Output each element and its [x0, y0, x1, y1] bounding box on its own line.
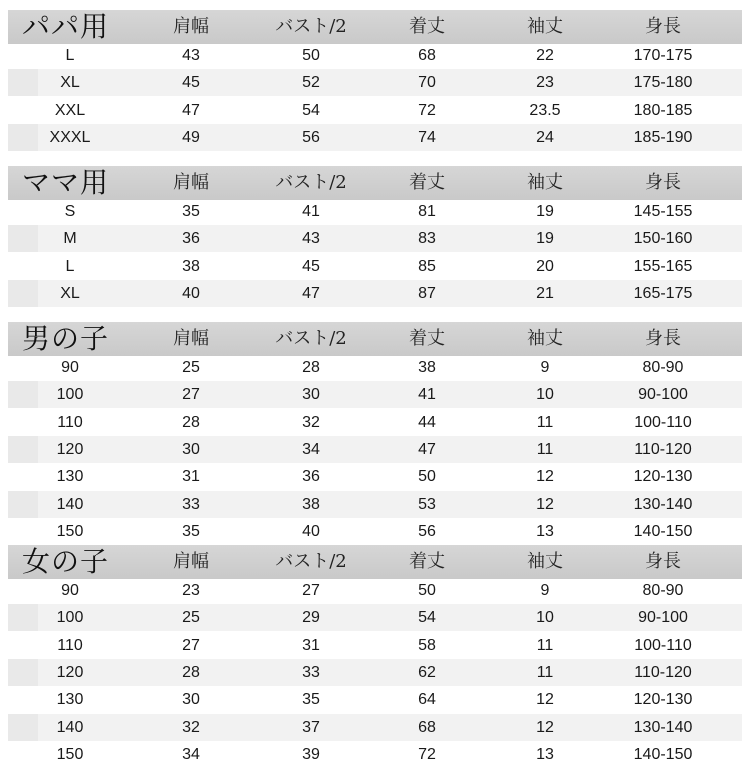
table-row [8, 632, 742, 659]
size-label: 90 [61, 582, 79, 599]
size-label: L [65, 47, 75, 64]
measurement-value: 150-160 [633, 230, 693, 248]
measurement-value: 68 [418, 718, 436, 736]
column-header: 身長 [645, 328, 681, 349]
measurement-value: 155-165 [633, 257, 693, 275]
table-row [8, 604, 742, 631]
measurement-value: 56 [418, 522, 436, 540]
measurement-value: 35 [182, 203, 200, 220]
measurement-value: 12 [536, 718, 554, 736]
measurement-value: 90-100 [638, 386, 688, 404]
column-header: 身長 [645, 551, 681, 572]
measurement-value: 72 [418, 745, 436, 763]
table-row [8, 714, 742, 741]
measurement-value: 74 [418, 128, 436, 146]
measurement-value: 21 [536, 284, 554, 302]
measurement-value: 47 [182, 101, 200, 119]
measurement-value: 36 [302, 468, 320, 486]
column-header: 肩幅 [173, 16, 209, 37]
measurement-value: 32 [182, 718, 200, 736]
measurement-value: 58 [418, 636, 436, 654]
section-title: 女の子 [22, 545, 110, 578]
size-label: 100 [56, 386, 84, 404]
section-title: ママ用 [22, 166, 110, 199]
column-header: 肩幅 [173, 172, 209, 193]
table-row [8, 686, 742, 713]
measurement-value: 130-140 [633, 495, 693, 513]
measurement-value: 81 [418, 203, 436, 220]
measurement-value: 43 [182, 47, 200, 64]
measurement-value: 145-155 [633, 203, 693, 220]
measurement-value: 20 [536, 257, 554, 275]
measurement-value: 38 [302, 495, 320, 513]
size-label: 110 [57, 413, 83, 431]
measurement-value: 72 [418, 101, 436, 119]
section-header [8, 322, 742, 356]
measurement-value: 11 [536, 663, 554, 681]
measurement-value: 140-150 [633, 745, 693, 763]
measurement-value: 56 [302, 128, 320, 146]
measurement-value: 32 [302, 413, 320, 431]
measurement-value: 165-175 [633, 284, 693, 302]
measurement-value: 25 [182, 609, 200, 627]
measurement-value: 170-175 [633, 47, 693, 64]
column-header: バスト/2 [275, 328, 347, 349]
column-header: 袖丈 [527, 551, 563, 572]
size-label: S [64, 203, 76, 220]
size-label: 140 [56, 495, 84, 513]
table-row [8, 463, 742, 490]
measurement-value: 110-120 [634, 663, 692, 681]
measurement-value: 9 [540, 359, 550, 376]
measurement-value: 53 [418, 495, 436, 513]
measurement-value: 10 [536, 609, 554, 627]
measurement-value: 90-100 [638, 609, 688, 627]
measurement-value: 43 [302, 230, 320, 248]
size-label: XL [60, 74, 80, 92]
measurement-value: 10 [536, 386, 554, 404]
size-label: 130 [56, 691, 84, 709]
measurement-value: 50 [302, 47, 320, 64]
size-label: XXL [54, 101, 86, 119]
size-label: 120 [56, 440, 84, 458]
size-label: 140 [56, 718, 84, 736]
measurement-value: 110-120 [634, 440, 692, 458]
table-row [8, 42, 742, 69]
measurement-value: 50 [418, 468, 436, 486]
section-header [8, 166, 742, 200]
measurement-value: 25 [182, 359, 200, 376]
table-row [8, 280, 742, 307]
measurement-value: 45 [302, 257, 320, 275]
measurement-value: 30 [182, 691, 200, 709]
column-header: 着丈 [409, 172, 445, 193]
measurement-value: 37 [302, 718, 320, 736]
measurement-value: 41 [418, 386, 436, 404]
column-header: 身長 [645, 172, 681, 193]
measurement-value: 31 [182, 468, 200, 486]
measurement-value: 34 [302, 440, 320, 458]
measurement-value: 13 [536, 522, 554, 540]
measurement-value: 33 [182, 495, 200, 513]
measurement-value: 40 [182, 284, 200, 302]
measurement-value: 34 [182, 745, 200, 763]
measurement-value: 130-140 [633, 718, 693, 736]
table-row [8, 225, 742, 252]
column-header: 肩幅 [173, 551, 209, 572]
measurement-value: 64 [418, 691, 436, 709]
table-row [8, 409, 742, 436]
column-header: 袖丈 [527, 16, 563, 37]
measurement-value: 28 [182, 413, 200, 431]
column-header: バスト/2 [275, 551, 347, 572]
measurement-value: 120-130 [633, 691, 693, 709]
measurement-value: 47 [418, 440, 436, 458]
column-header: 袖丈 [527, 172, 563, 193]
measurement-value: 180-185 [633, 101, 693, 119]
measurement-value: 23 [536, 74, 554, 92]
column-header: バスト/2 [275, 16, 347, 37]
measurement-value: 38 [182, 257, 200, 275]
measurement-value: 68 [418, 47, 436, 64]
measurement-value: 28 [182, 663, 200, 681]
measurement-value: 47 [302, 284, 320, 302]
table-row [8, 124, 742, 151]
column-header: 肩幅 [173, 328, 209, 349]
size-label: 110 [57, 636, 83, 654]
measurement-value: 19 [536, 203, 554, 220]
measurement-value: 33 [302, 663, 320, 681]
column-header: 着丈 [409, 16, 445, 37]
table-row [8, 97, 742, 124]
size-label: L [65, 257, 75, 275]
column-header: 着丈 [409, 551, 445, 572]
section-header [8, 10, 742, 44]
measurement-value: 54 [302, 101, 320, 119]
measurement-value: 27 [302, 582, 320, 599]
measurement-value: 39 [302, 745, 320, 763]
measurement-value: 50 [418, 582, 436, 599]
measurement-value: 27 [182, 386, 200, 404]
section-title: パパ用 [22, 10, 110, 43]
measurement-value: 40 [302, 522, 320, 540]
measurement-value: 28 [302, 359, 320, 376]
measurement-value: 52 [302, 74, 320, 92]
measurement-value: 175-180 [633, 74, 693, 92]
column-header: 袖丈 [527, 328, 563, 349]
measurement-value: 54 [418, 609, 436, 627]
column-header: バスト/2 [275, 172, 347, 193]
measurement-value: 23 [182, 582, 200, 599]
table-row [8, 436, 742, 463]
measurement-value: 100-110 [634, 636, 692, 654]
table-row [8, 198, 742, 225]
measurement-value: 38 [418, 359, 436, 376]
size-label: 120 [56, 663, 84, 681]
measurement-value: 27 [182, 636, 200, 654]
measurement-value: 140-150 [633, 522, 693, 540]
size-label: 100 [56, 609, 84, 627]
measurement-value: 29 [302, 609, 320, 627]
measurement-value: 12 [536, 691, 554, 709]
measurement-value: 35 [302, 691, 320, 709]
measurement-value: 23.5 [529, 101, 561, 119]
measurement-value: 62 [418, 663, 436, 681]
table-row [8, 518, 742, 545]
measurement-value: 80-90 [642, 582, 684, 599]
measurement-value: 35 [182, 522, 200, 540]
measurement-value: 11 [536, 440, 554, 458]
measurement-value: 30 [302, 386, 320, 404]
table-row [8, 741, 742, 768]
section-header [8, 545, 742, 579]
measurement-value: 85 [418, 257, 436, 275]
size-label: 90 [61, 359, 79, 376]
table-row [8, 354, 742, 381]
measurement-value: 36 [182, 230, 200, 248]
measurement-value: 45 [182, 74, 200, 92]
measurement-value: 100-110 [634, 413, 692, 431]
measurement-value: 120-130 [633, 468, 693, 486]
column-header: 身長 [645, 16, 681, 37]
measurement-value: 80-90 [642, 359, 684, 376]
table-row [8, 253, 742, 280]
measurement-value: 44 [418, 413, 436, 431]
section-title: 男の子 [22, 322, 110, 355]
table-row [8, 577, 742, 604]
table-row [8, 69, 742, 96]
size-label: XL [60, 284, 80, 302]
size-label: 130 [56, 468, 84, 486]
measurement-value: 12 [536, 495, 554, 513]
measurement-value: 31 [302, 636, 320, 654]
measurement-value: 12 [536, 468, 554, 486]
size-label: 150 [56, 745, 84, 763]
measurement-value: 22 [536, 47, 554, 64]
measurement-value: 87 [418, 284, 436, 302]
measurement-value: 30 [182, 440, 200, 458]
measurement-value: 13 [536, 745, 554, 763]
measurement-value: 70 [418, 74, 436, 92]
measurement-value: 185-190 [633, 128, 693, 146]
measurement-value: 83 [418, 230, 436, 248]
measurement-value: 41 [302, 203, 320, 220]
size-label: M [63, 230, 77, 248]
column-header: 着丈 [409, 328, 445, 349]
measurement-value: 49 [182, 128, 200, 146]
measurement-value: 24 [536, 128, 554, 146]
measurement-value: 9 [540, 582, 550, 599]
table-row [8, 491, 742, 518]
size-label: 150 [56, 522, 84, 540]
measurement-value: 11 [536, 636, 554, 654]
table-row [8, 659, 742, 686]
table-row [8, 381, 742, 408]
measurement-value: 19 [536, 230, 554, 248]
size-label: XXXL [49, 128, 91, 146]
measurement-value: 11 [536, 413, 554, 431]
